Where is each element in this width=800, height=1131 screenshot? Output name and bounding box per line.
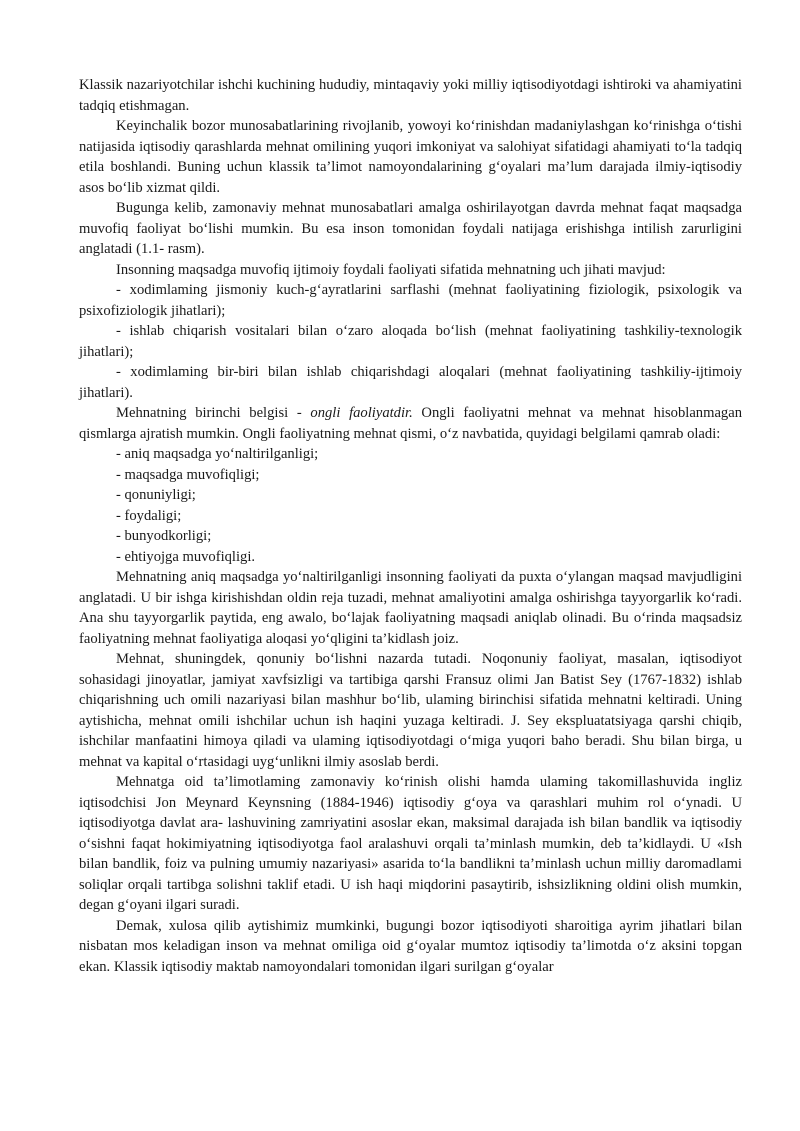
list-item: - qonuniyligi; (116, 487, 196, 503)
paragraph-11: Mehnatga oid ta’limotlaming zamonaviy ko‘rinish olishi hamda ulaming takomillashuvida ingliz iqtisodchisi Jon Meynard Keynsning (1884-1946) iqtisodiy g‘oya va qarashlari muhim rol o‘ynadi. U iqtisodiyotga davlat ara- lashuvining zamriyatini asoslar ekan, maksimal darajada ish bilan bandlik va iqtisodiy o‘sishni faqat hokimiyatning iqtisodiyotga faol aralashuvi orqali ta’minlash mumkin, deb ta’kidlaydi. U «Ish bilan bandlik, foiz va pulning umumiy nazariyasi» asarida to‘la bandlikni ta’minlash uchun milliy daromadlami soliqlar orqali tartibga solishni taklif etadi. U ish haqi miqdorini pasaytirib, ishsizlikning oldini olish mumkin, degan g‘oyani ilgari suradi. (79, 774, 742, 913)
aspect-item-2: - ishlab chiqarish vositalari bilan o‘zaro aloqada bo‘lish (mehnat faoliyatining tashkiliy-texnologik jihatlari); (79, 323, 742, 360)
paragraph-9: Mehnatning aniq maqsadga yo‘naltirilganligi insonning faoliyati da puxta o‘ylangan maqsad mavjudligini anglatadi. U bir ishga kirishishdan oldin reja tuzadi, mehnat amaliyotini amalga oshirishga tayyorgarlik ko‘radi. Ana shu tayyorgarlik paytida, eng awalo, bo‘lajak faoliyatning maqsadi aniqlab olinadi. Bu o‘rinda maqsadsiz faoliyatning mehnat faoliyatiga aloqasi yo‘qligini ta’kidlash joiz. (79, 569, 742, 647)
first-sign-rest: Ongli faoliyatni mehnat va mehnat hisoblanmagan qismlarga ajratish mumkin. Ongli faoliyatning mehnat qismi, o‘z navbatida, quyidagi belgilami qamrab oladi: (79, 405, 742, 442)
paragraph-4: Insonning maqsadga muvofiq ijtimoiy foydali faoliyati sifatida mehnatning uch jihati mavjud: (116, 261, 666, 278)
paragraph-1: Klassik nazariyotchilar ishchi kuchining hududiy, mintaqaviy yoki milliy iqtisodiyotdagi ishtiroki va ahamiyatini tadqiq etishmagan. (79, 77, 742, 114)
document-page (79, 75, 742, 977)
first-sign-lead: Mehnatning birinchi belgisi - (116, 405, 311, 421)
paragraph-10: Mehnat, shuningdek, qonuniy bo‘lishni nazarda tutadi. Noqonuniy faoliyat, masalan, iqtisodiyot sohasidagi jinoyatlar, jamiyat xavfsizligi va tartibiga qarshi Fransuz olimi Jan Batist Sey (1767-1832) ishlab chiqarishning uch omili nazariyasi bilan mashhur bo‘lib, ulaming birinchisi sifatida mehnatni keltiradi. Uning aytishicha, mehnat omili ishchilar uchun ish haqini yuzaga keltiradi. J. Sey ekspluatatsiyaga qarshi chiqib, ishchilar manfaatini himoya qiladi va ulaming iqtisodiyotdagi o‘miga yuqori baho beradi. Shu bilan birga, u mehnat va kapital o‘rtasidagi uyg‘unlikni ilmiy asoslab berdi. (79, 651, 742, 770)
list-item: - foydaligi; (116, 507, 182, 524)
list-item: - ehtiyojga muvofiqligi. (116, 548, 256, 565)
aspect-item-1: - xodimlaming jismoniy kuch-g‘ayratlarini sarflashi (mehnat faoliyatining fiziologik, psixologik va psixofiziologik jihatlari); (79, 282, 742, 319)
list-item: - bunyodkorligi; (116, 528, 212, 544)
list-item: - maqsadga muvofiqligi; (116, 466, 260, 483)
paragraph-3: Bugunga kelib, zamonaviy mehnat munosabatlari amalga oshirilayotgan davrda mehnat faqat maqsadga muvofiq faoliyat bo‘lishi mumkin. Bu esa inson tomonidan foydali natijaga erishishga intilish zarurligini anglatadi (1.1- rasm). (79, 200, 742, 257)
paragraph-2: Keyinchalik bozor munosabatlarining rivojlanib, yowoyi ko‘rinishdan madaniylashgan ko‘rinishga o‘tishi natijasida iqtisodiy qarashlarda mehnat omilining yuqori imkoniyat va salohiyat sifatidagi ahamiyati to‘la tadqiq etila boshlandi. Buning uchun klassik ta’limot namoyondalarining g‘oyalari ma’lum darajada ilmiy-iqtisodiy asos bo‘lib xizmat qildi. (79, 118, 742, 196)
first-sign-emphasis: ongli faoliyatdir. (310, 405, 413, 421)
aspect-item-3: - xodimlaming bir-biri bilan ishlab chiqarishdagi aloqalari (mehnat faoliyatining tashkiliy-ijtimoiy jihatlari). (79, 364, 742, 401)
paragraph-12: Demak, xulosa qilib aytishimiz mumkinki, bugungi bozor iqtisodiyoti sharoitiga ayrim jihatlari bilan nisbatan mos keladigan inson va mehnat omiliga oid g‘oyalar mumtoz iqtisodiy ta’limotda o‘z aksini topgan ekan. Klassik iqtisodiy maktab namoyondalari tomonidan ilgari surilgan g‘oyalar (79, 917, 742, 975)
paragraph-first-sign (79, 403, 742, 444)
list-item: - aniq maqsadga yo‘naltirilganligi; (116, 446, 319, 462)
